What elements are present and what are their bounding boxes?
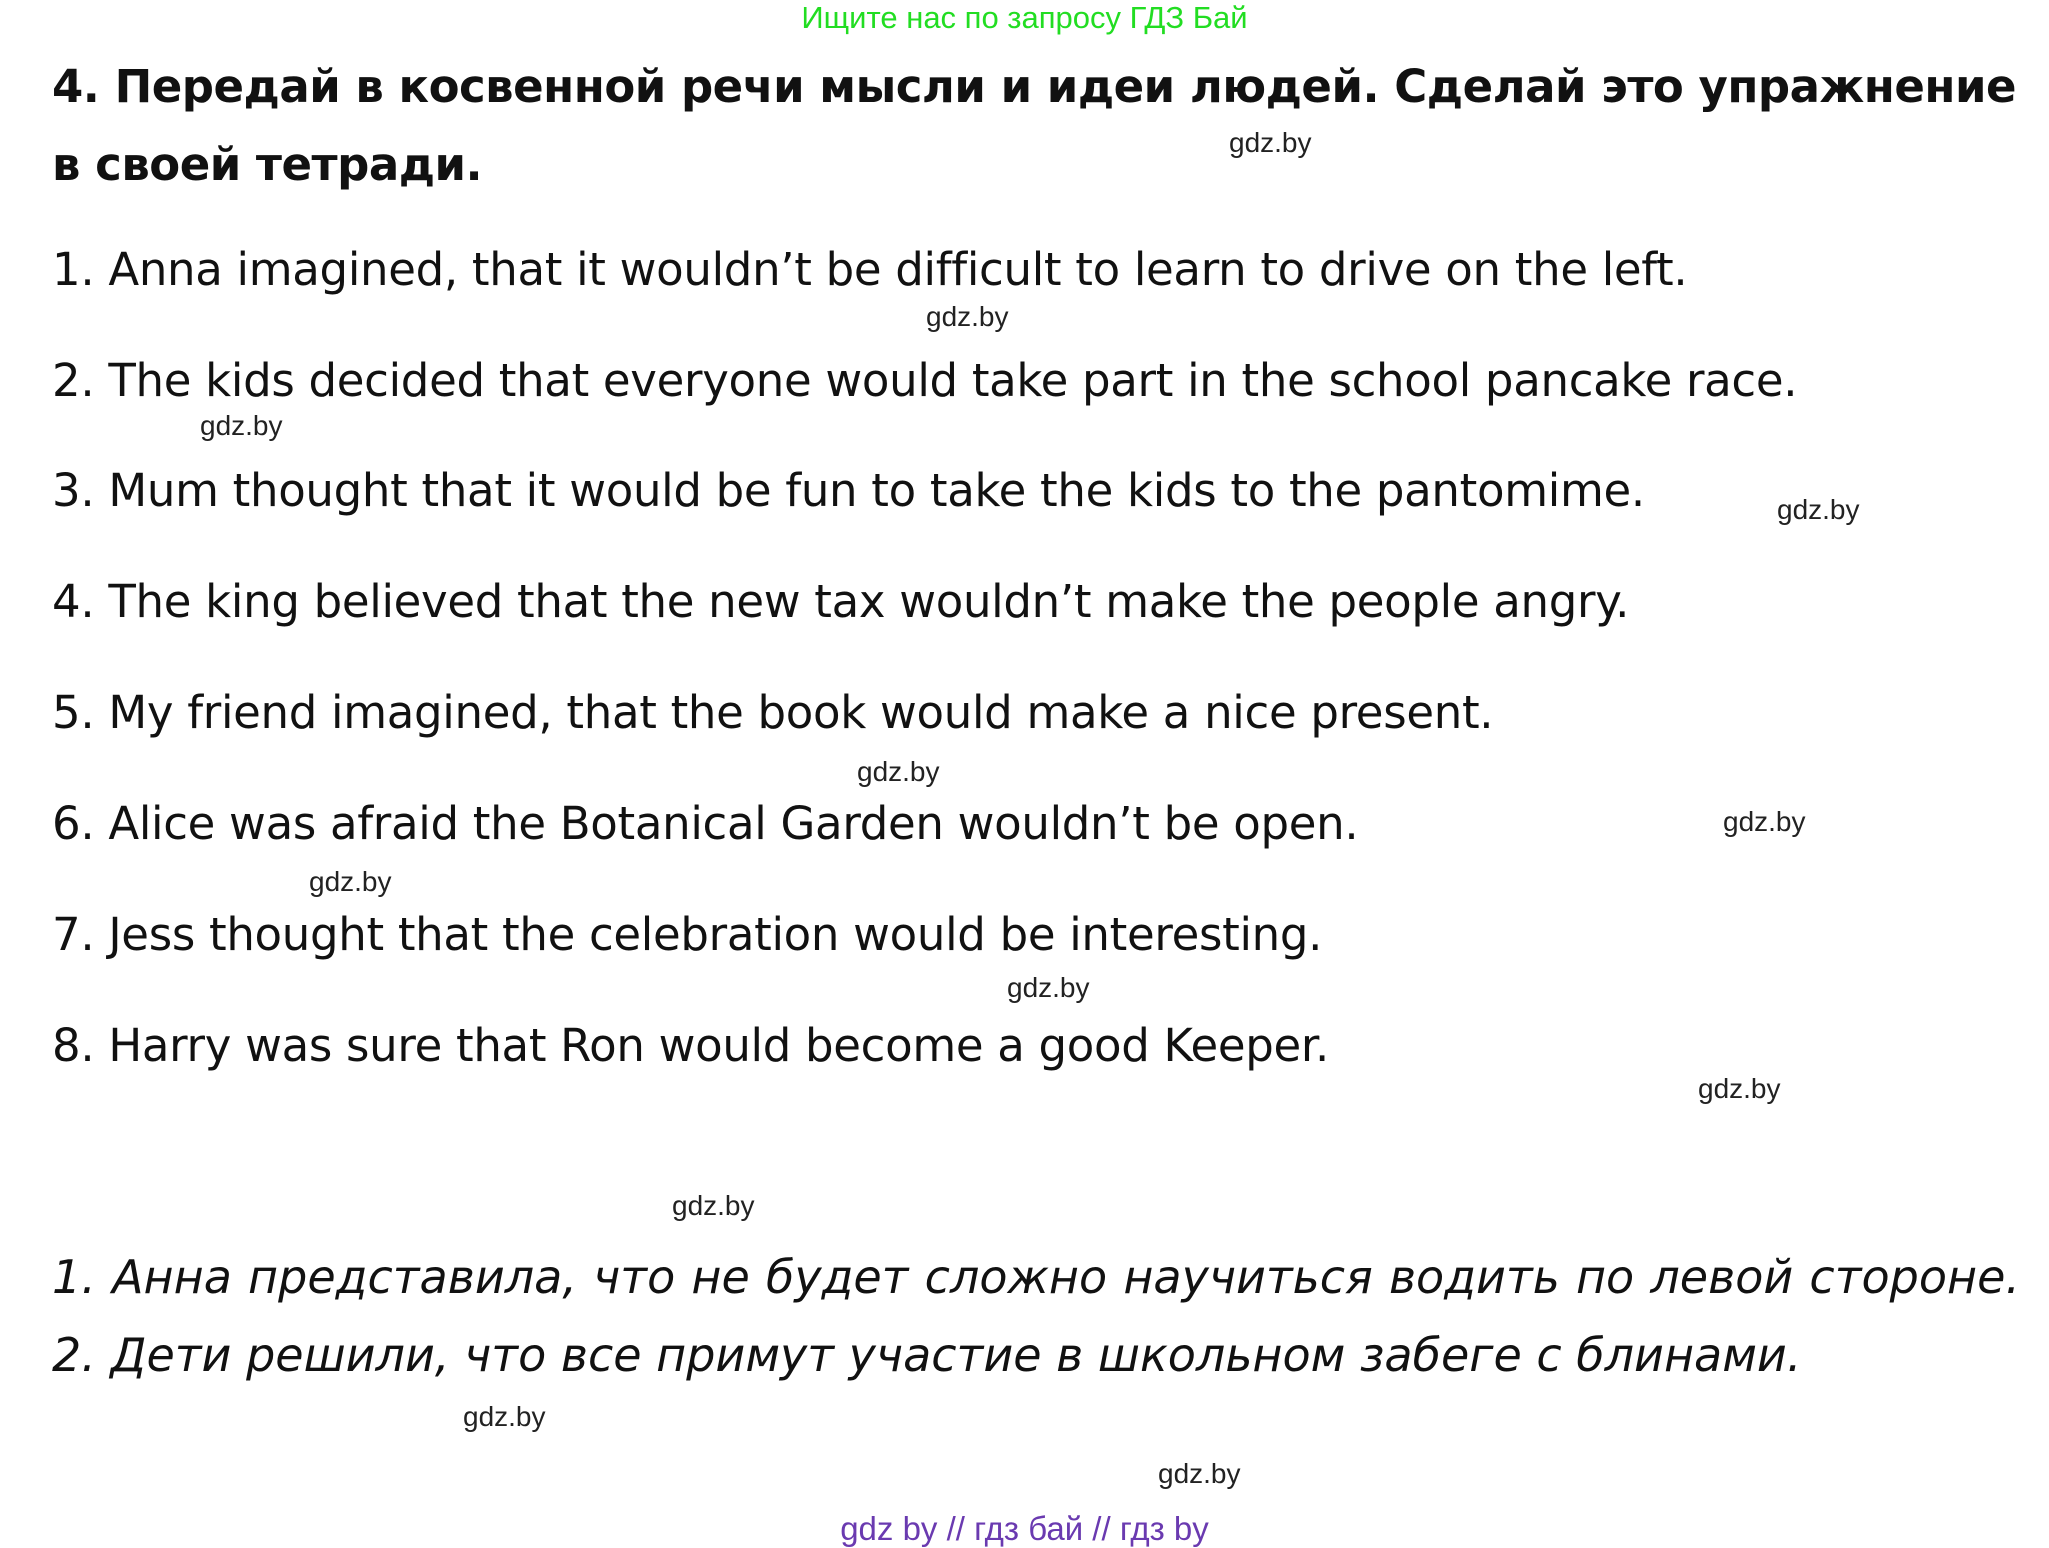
watermark: gdz.by <box>672 1190 755 1221</box>
watermark: gdz.by <box>200 410 283 441</box>
sentence-3: 3. Mum thought that it would be fun to take the kids to the pantomime. <box>52 464 1645 517</box>
task-title: 4. Передай в косвенной речи мысли и идеи людей. Сделай это упражнение в своей тетради. <box>52 60 2017 191</box>
sentence-5: 5. My friend imagined, that the book would make a nice present. <box>52 686 1494 739</box>
watermark: gdz.by <box>926 301 1009 332</box>
sentence-7: 7. Jess thought that the celebration would be interesting. <box>52 908 1323 961</box>
sentence-4: 4. The king believed that the new tax wouldn’t make the people angry. <box>52 575 1630 628</box>
watermark: gdz.by <box>1698 1073 1781 1104</box>
sentence-8: 8. Harry was sure that Ron would become a good Keeper. <box>52 1019 1330 1072</box>
translation-answer: 1. Анна представила, что не будет сложно научиться водить по левой стороне. 2. Дети решили, что все примут участие в школьном забеге с блинами. <box>52 1250 2020 1382</box>
watermark: gdz.by <box>309 866 392 897</box>
sentence-2: 2. The kids decided that everyone would take part in the school pancake race. <box>52 354 1798 407</box>
watermark: gdz.by <box>1229 127 1312 158</box>
watermark: gdz.by <box>1723 806 1806 837</box>
sentence-6: 6. Alice was afraid the Botanical Garden wouldn’t be open. <box>52 797 1359 850</box>
watermark: gdz.by <box>1007 972 1090 1003</box>
top-banner: Ищите нас по запросу ГДЗ Бай <box>801 0 1248 35</box>
watermark: gdz.by <box>857 756 940 787</box>
watermark: gdz.by <box>463 1401 546 1432</box>
footer-banner: gdz by // гдз бай // гдз by <box>840 1510 1209 1547</box>
watermark: gdz.by <box>1777 494 1860 525</box>
watermark: gdz.by <box>1158 1458 1241 1489</box>
sentence-1: 1. Anna imagined, that it wouldn’t be difficult to learn to drive on the left. <box>52 243 1688 296</box>
